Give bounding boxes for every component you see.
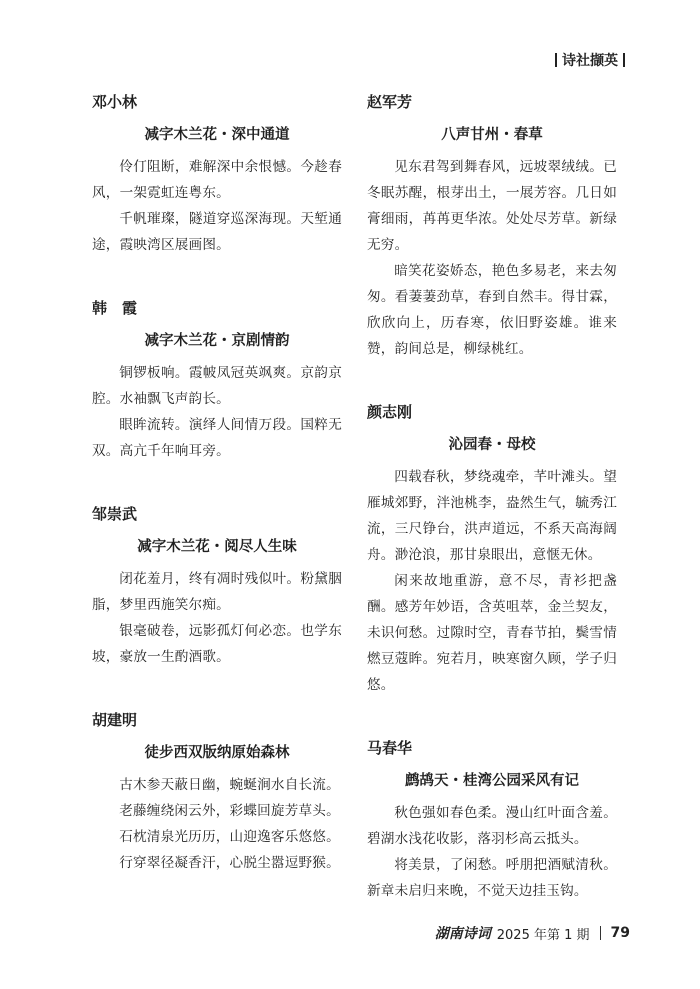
poem-title: 减字木兰花・京剧情韵 xyxy=(144,333,290,349)
poem-paragraph: 四载春秋，梦绕魂牵，芊叶滩头。望雁城郊野，泮池桃李，盎然生气，毓秀江流，三尺铮台，洪声道远，不系天高海阔舟。渺沧浪，那甘泉眼出，意惬无休。 xyxy=(367,469,617,563)
section-tag xyxy=(550,50,630,70)
poem-line: 石枕清泉光历历，山迎逸客乐悠悠。 xyxy=(119,829,340,845)
poem-paragraph: 千帆璀璨，隧道穿巡深海现。天堑通途，霞映湾区展画图。 xyxy=(92,211,342,253)
poem-line: 老藤缠绕闲云外，彩蝶回旋芳草头。 xyxy=(119,803,340,819)
poem-author: 邹崇武 xyxy=(92,505,138,523)
poem-paragraph: 将美景，了闲愁。呼朋把酒赋清秋。新章未启归来晚，不觉天边挂玉钩。 xyxy=(367,857,617,899)
section-title: 诗社撷英 xyxy=(562,53,618,69)
poem-paragraph: 秋色强如春色柔。漫山红叶面含羞。碧湖水浅花收影，落羽杉高云抵头。 xyxy=(367,805,617,847)
poem xyxy=(92,504,342,670)
page-number: 79 xyxy=(610,925,630,941)
poem-paragraph: 银毫破卷，远影孤灯何必恋。也学东坡，豪放一生酌酒歌。 xyxy=(92,623,342,665)
poem-author: 赵军芳 xyxy=(367,93,413,111)
poem-author: 胡建明 xyxy=(92,711,138,729)
magazine-logo: 湖南诗词 xyxy=(434,926,491,942)
poem-title: 八声甘州・春草 xyxy=(441,127,543,143)
poem xyxy=(92,298,342,464)
poem xyxy=(92,92,342,258)
poem-author: 邓小林 xyxy=(92,93,138,111)
poem-paragraph: 闭花羞月，终有凋时残似叶。粉黛胭脂，梦里西施笑尔痴。 xyxy=(92,571,342,613)
poem-paragraph: 铜锣板响。霞帔凤冠英飒爽。京韵京腔。水袖飘飞声韵长。 xyxy=(92,365,342,407)
poem xyxy=(367,402,617,698)
poem-title: 鹧鸪天・桂湾公园采风有记 xyxy=(405,773,579,789)
footer-divider xyxy=(600,926,601,940)
page-footer xyxy=(435,923,630,943)
poem-line: 行穿翠径凝香汗，心脱尘嚣逗野猴。 xyxy=(119,855,340,871)
poem-paragraph: 见东君驾到舞春风，远坡翠绒绒。已冬眠苏醒，根芽出土，一展芳容。几日如膏细雨，苒苒更华浓。处处尽芳草。新绿无穷。 xyxy=(367,159,617,253)
tag-bar-right xyxy=(623,53,625,67)
poem-title: 徒步西双版纳原始森林 xyxy=(144,745,290,761)
poem xyxy=(92,710,342,876)
tag-bar-left xyxy=(555,53,557,67)
left-column xyxy=(92,92,342,916)
poem-paragraph: 闲来故地重游，意不尽，青衫把盏酬。感芳年妙语，含英咀萃，金兰契友，未识何愁。过隙时空，青春节拍，鬓雪情燃豆蔻眸。宛若月，映寒窗久顾，学子归悠。 xyxy=(367,573,617,693)
poem-author: 马春华 xyxy=(367,739,413,757)
poem-paragraph: 眼眸流转。演绎人间情万段。国粹无双。高亢千年响耳旁。 xyxy=(92,417,342,459)
poem xyxy=(367,738,617,904)
poem-title: 减字木兰花・阅尽人生味 xyxy=(137,539,297,555)
poem-line: 古木参天蔽日幽，蜿蜒涧水自长流。 xyxy=(119,777,340,793)
poem-paragraph: 伶仃阻断，难解深中余恨憾。今趁春风，一架霓虹连粤东。 xyxy=(92,159,342,201)
poem-author: 韩 霞 xyxy=(92,299,138,317)
poem-author: 颜志刚 xyxy=(367,403,413,421)
issue-label: 2025 年第 1 期 xyxy=(496,927,590,943)
poem-paragraph: 暗笑花姿娇态，艳色多易老，来去匆匆。看萋萋劲草，春到自然丰。得甘霖，欣欣向上，历春寒，依旧野姿雄。谁来赞，韵间总是，柳绿桃红。 xyxy=(367,263,617,357)
poem-title: 沁园春・母校 xyxy=(448,437,536,453)
right-column xyxy=(367,92,617,944)
poem-title: 减字木兰花・深中通道 xyxy=(144,127,290,143)
poem xyxy=(367,92,617,362)
